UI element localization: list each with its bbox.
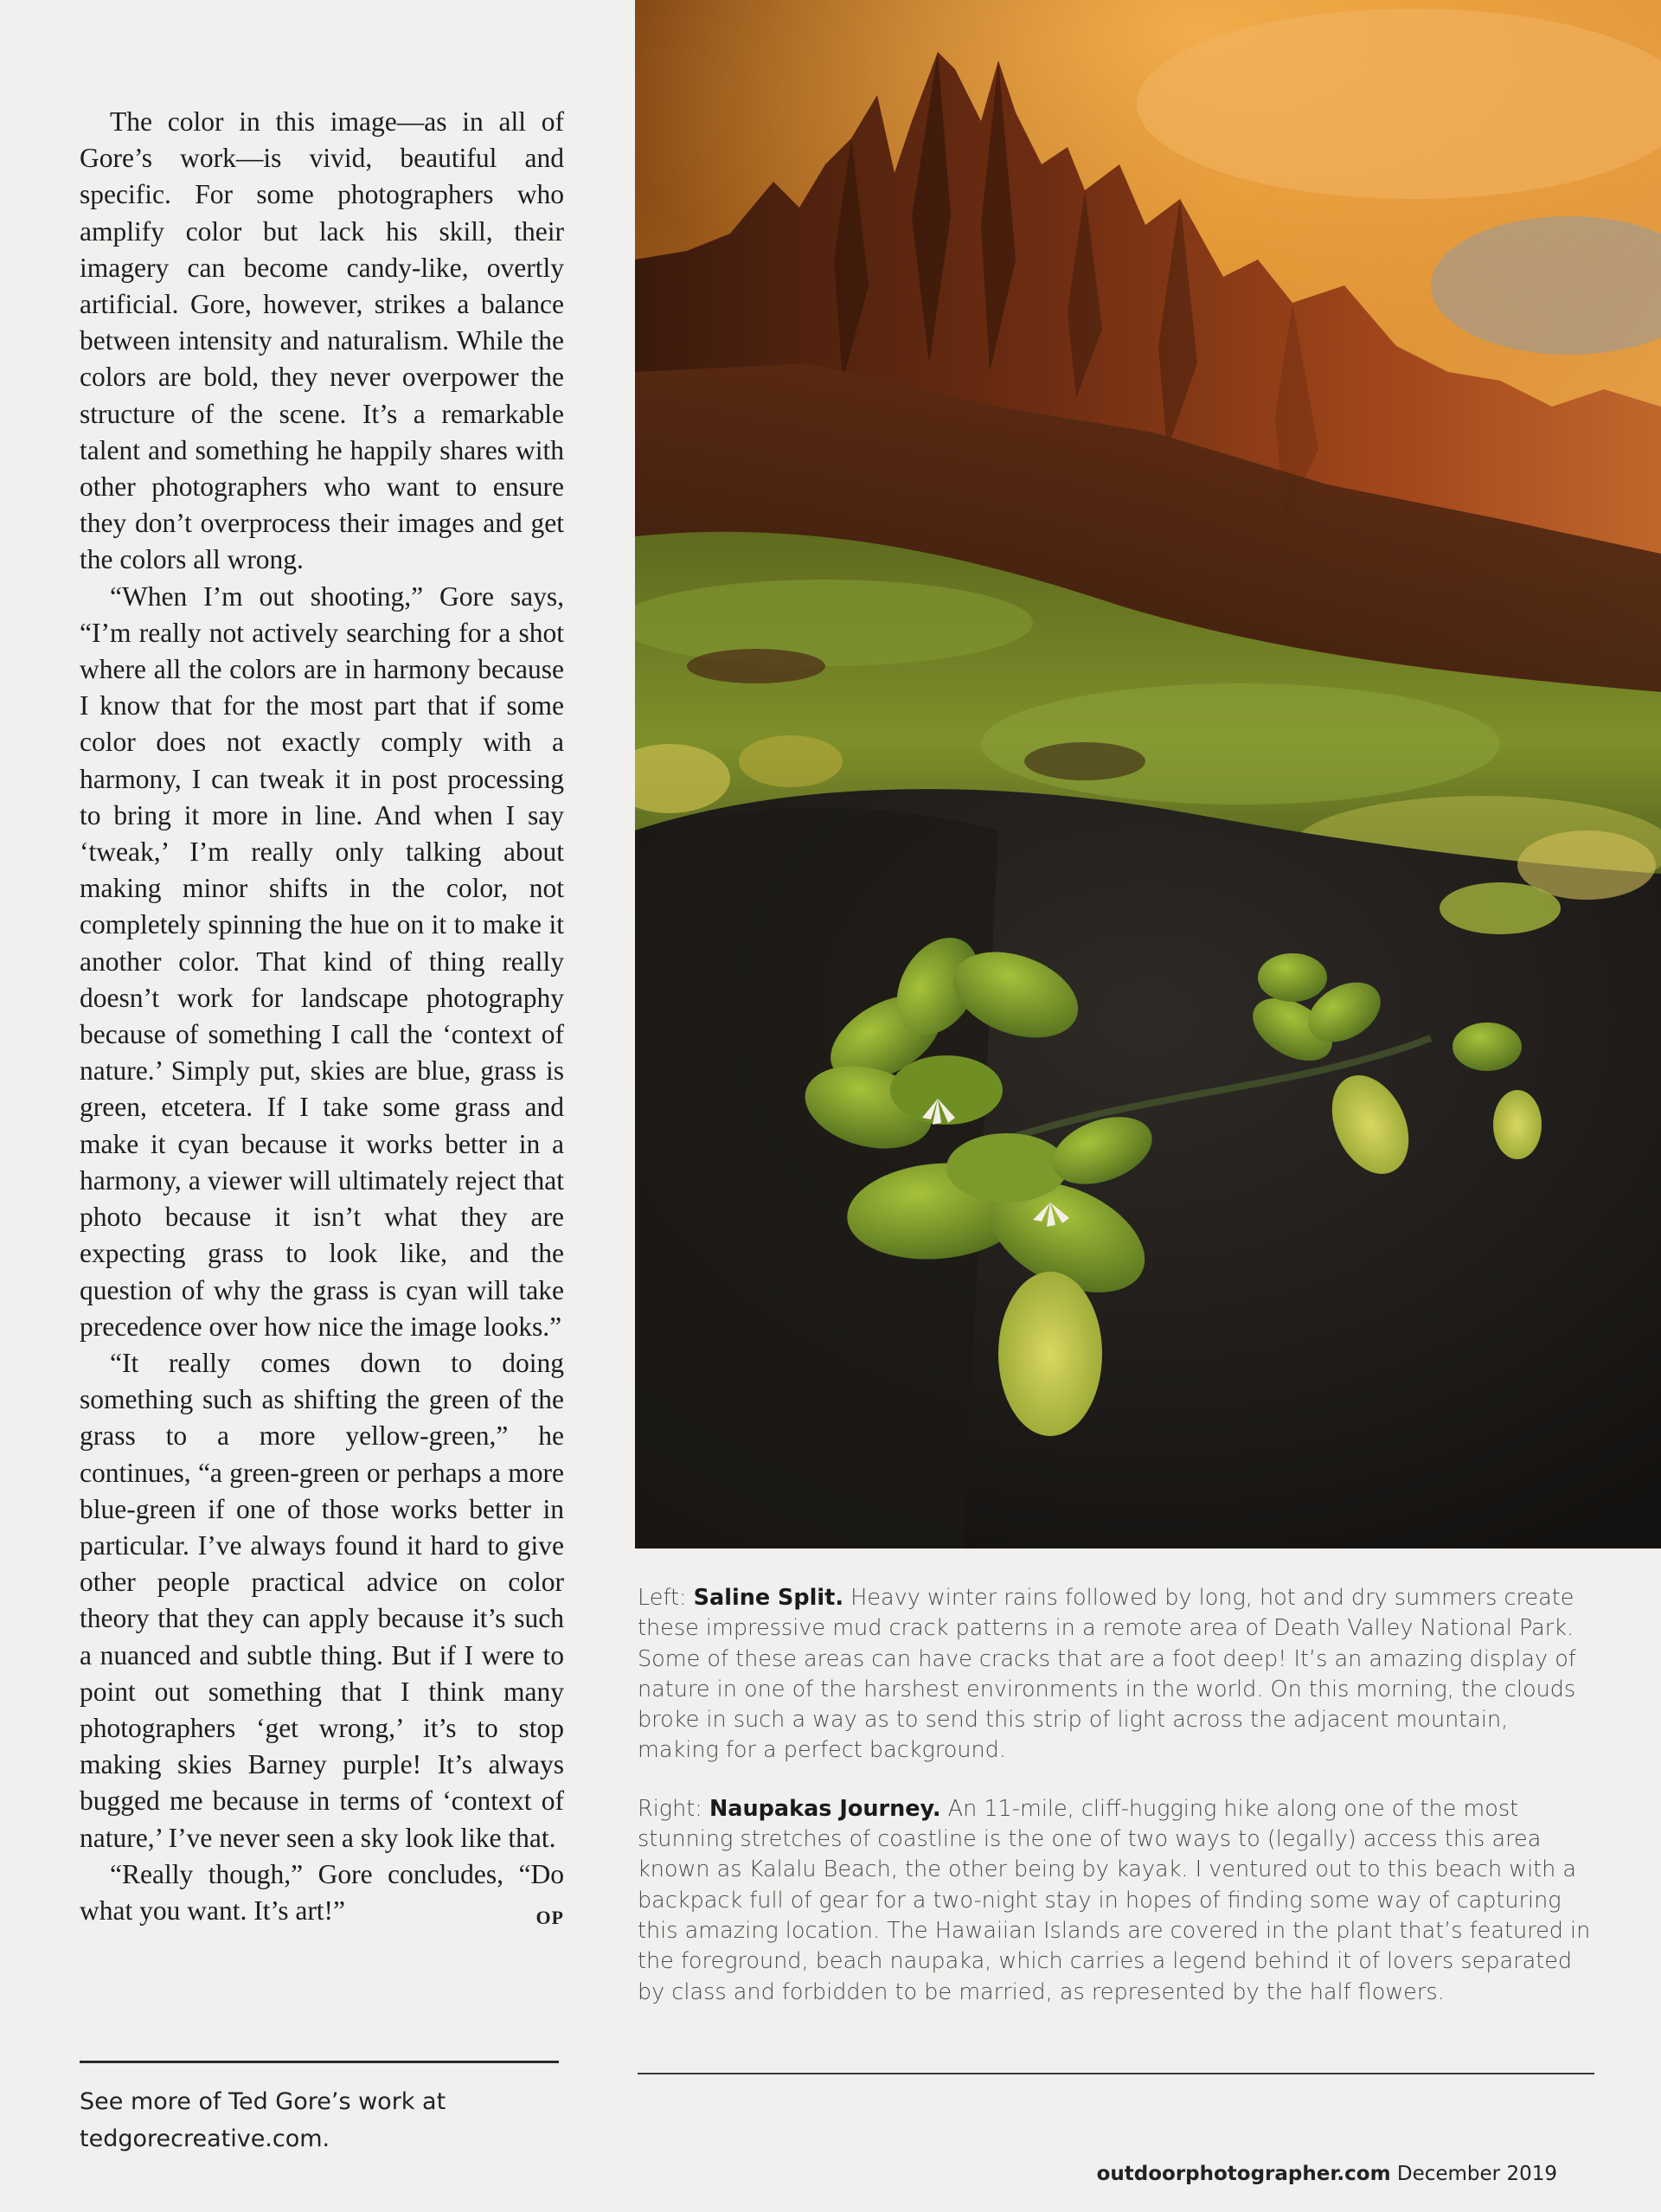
- see-more-line: See more of Ted Gore’s work at: [80, 2088, 446, 2115]
- caption-right-text: An 11-mile, cliff-hugging hike along one of the most stunning stretches of coastline is the one of two ways to (legally) access this area known as Kalalu Beach, the other being by kayak. I ventured out to this beach with a backpack full of gear for a two-night stay in hopes of finding some way of capturing this amazing location. The Hawaiian Islands are covered in the plant that’s featured in the foreground, beach naupaka, which carries a legend behind it of lovers separated by class and forbidden to be married, as represented by the half flowers.: [638, 1795, 1591, 2005]
- caption-left-prefix: Left:: [638, 1585, 694, 1611]
- footer-date: December 2019: [1396, 2163, 1557, 2185]
- website-link[interactable]: tedgorecreative.com.: [80, 2125, 330, 2152]
- caption-left-text: Heavy winter rains followed by long, hot and dry summers create these impressive mud crack patterns in a remote area of Death Valley National Park. Some of these areas can have cracks that are a foot deep! It’s an amazing display of nature in one of the harshest environments in the world. On this morning, the clouds broke in such a way as to send this strip of light across the adjacent mountain, making for a perfect background.: [638, 1585, 1576, 1764]
- see-more-note: [80, 2083, 564, 2158]
- caption-left-title: Saline Split.: [693, 1585, 844, 1611]
- closing-quote: “Really though,” Gore concludes, “Do what you want. It’s art!”: [80, 1858, 564, 1926]
- article-paragraph-1: The color in this image—as in all of Gore’s work—is vivid, beautiful and specific. For some photographers who amplify color but lack his skill, their imagery can become candy-like, overtly artificial. Gore, however, strikes a balance between intensity and naturalism. While the colors are bold, they never overpower the structure of the scene. It’s a remarkable talent and something he happily shares with other photographers who want to ensure they don’t overprocess their images and get the colors all wrong.: [80, 106, 564, 575]
- divider-left: [80, 2061, 559, 2063]
- article-body: [80, 104, 564, 1936]
- caption-left: [638, 1583, 1594, 1766]
- caption-right-title: Naupakas Journey.: [709, 1795, 941, 1822]
- article-paragraph-4: [80, 1856, 564, 1929]
- caption-right: [638, 1794, 1594, 2008]
- photo-captions: [638, 1583, 1594, 2036]
- landscape-photo: [635, 0, 1661, 1548]
- caption-right-prefix: Right:: [638, 1795, 709, 1822]
- article-paragraph-3: “It really comes down to doing something such as shifting the green of the grass to a more yellow-green,” he continues, “a green-green or perhaps a more blue-green if one of those works better in particular. I’ve always found it hard to give other people practical advice on color theory that they can apply because it’s such a nuanced and subtle thing. But if I were to point out something that I think many photographers ‘get wrong,’ it’s to stop making skies Barney purple! It’s always bugged me because in terms of ‘context of nature,’ I’ve never seen a sky look like that.: [80, 1347, 564, 1853]
- divider-right: [638, 2073, 1594, 2074]
- footer-site: outdoorphotographer.com: [1096, 2163, 1391, 2185]
- end-mark: OP: [535, 1906, 564, 1928]
- article-paragraph-2: “When I’m out shooting,” Gore says, “I’m really not actively searching for a shot where all the colors are in harmony because I know that for the most part that if some color does not exactly comply with a harmony, I can tweak it in post processing to bring it more in line. And when I say ‘tweak,’ I’m really only talking about making minor shifts in the color, not completely spinning the hue on it to make it another color. That kind of thing really doesn’t work for landscape photography because of something I call the ‘context of nature.’ Simply put, skies are blue, grass is green, etcetera. If I take some grass and make it cyan because it works better in a harmony, a viewer will ultimately reject that photo because it isn’t what they are expecting grass to look like, and the question of why the grass is cyan will take precedence over how nice the image looks.”: [80, 580, 564, 1342]
- page-footer: [1097, 2163, 1557, 2185]
